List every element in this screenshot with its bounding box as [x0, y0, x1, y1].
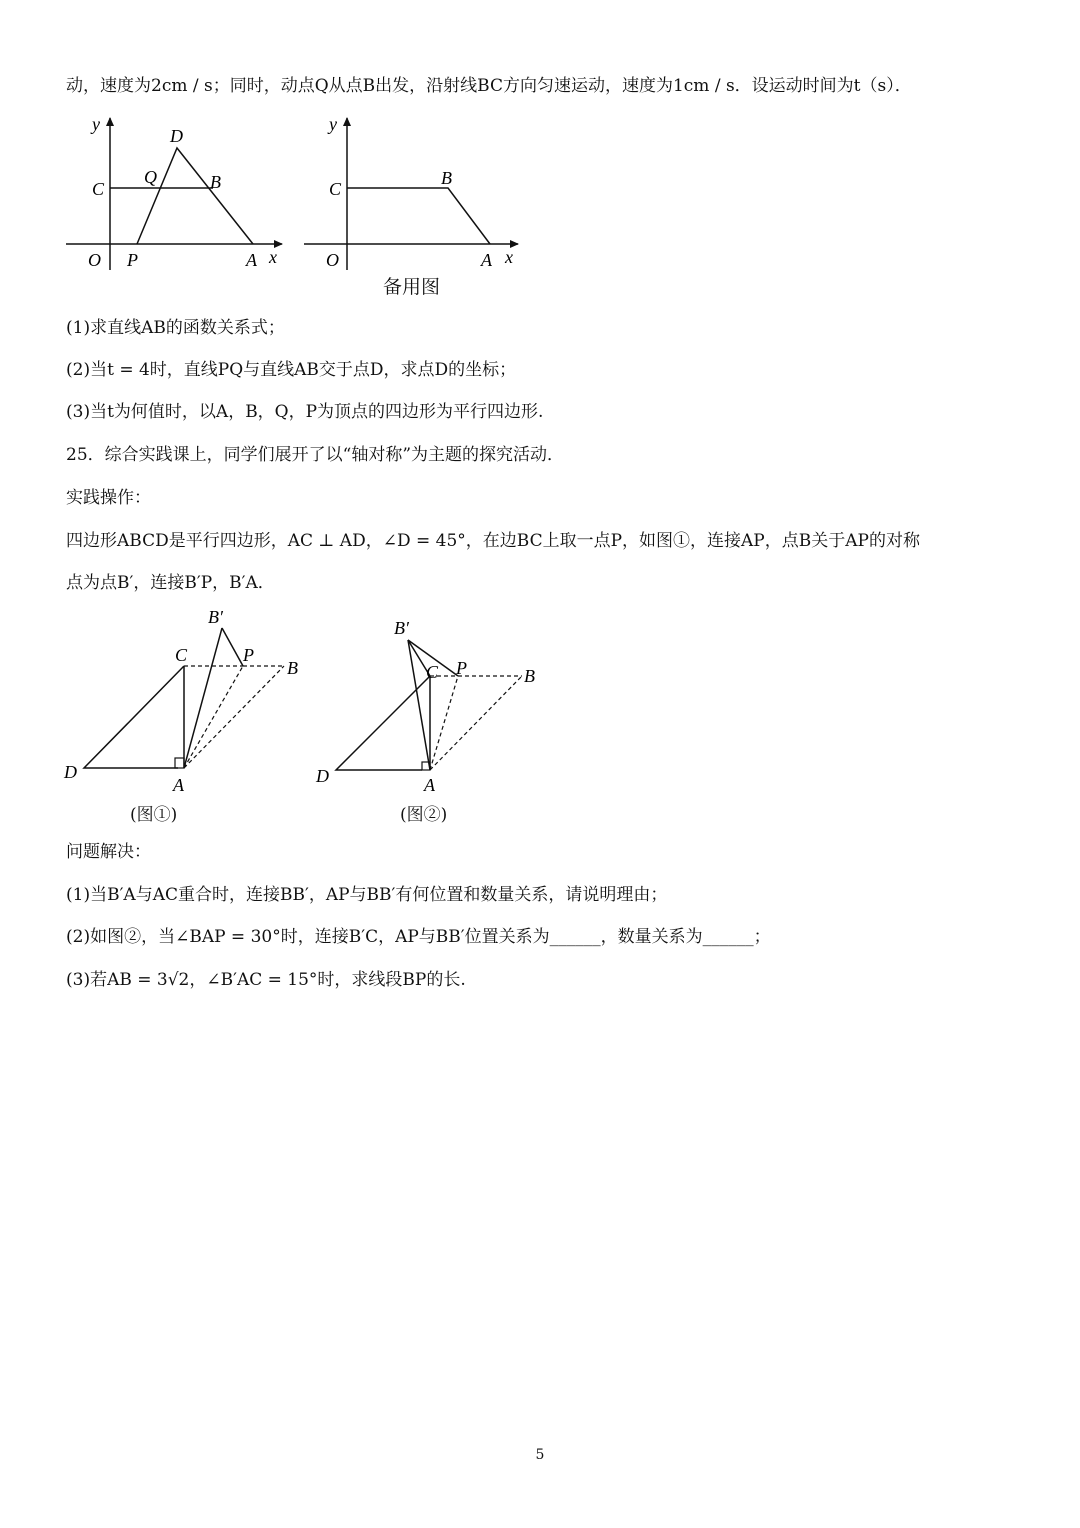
label-B: B [210, 172, 221, 192]
label-P: P [127, 250, 138, 270]
solve-heading: 问题解决： [66, 842, 151, 862]
segment-AP [430, 676, 458, 770]
label-x: x [269, 247, 277, 267]
label-B: B [287, 658, 298, 678]
figure-1-parallelogram [58, 600, 318, 800]
label-A: A [173, 775, 184, 795]
label-P: P [243, 645, 254, 665]
segment-AB-prime [184, 628, 222, 768]
label-B: B [524, 666, 535, 686]
q24-part1: (1)求直线AB的函数关系式； [66, 318, 285, 338]
q25-title: 25．综合实践课上，同学们展开了以“轴对称”为主题的探究活动． [66, 445, 565, 465]
figure-1-caption: (图①) [130, 805, 178, 825]
intro-line: 动，速度为2cm / s；同时，动点Q从点B出发，沿射线BC方向匀速运动，速度为1cm / s．设运动时间为t（s）． [66, 76, 912, 96]
label-A: A [424, 775, 435, 795]
solve-part1: (1)当B′A与AC重合时，连接BB′，AP与BB′有何位置和数量关系，请说明理由； [66, 885, 668, 905]
segment-B-prime-P [222, 628, 243, 666]
segment-AB [430, 676, 522, 770]
segment-A-D-C [84, 666, 184, 768]
label-Q: Q [144, 167, 157, 187]
solve-part2: (2)如图②，当∠BAP = 30°时，连接B′C，AP与BB′位置关系为______，数量关系为______； [66, 927, 771, 947]
label-O: O [326, 250, 339, 270]
label-B-prime: B′ [208, 607, 223, 627]
label-P: P [456, 658, 467, 678]
segment-C-B-A [347, 188, 490, 244]
label-A: A [246, 250, 257, 270]
label-x: x [505, 247, 513, 267]
figure-coordinate-backup [298, 110, 528, 275]
segment-P-D-A [137, 148, 253, 244]
solve-part3: (3)若AB = 3√2，∠B′AC = 15°时，求线段BP的长. [66, 970, 466, 990]
label-C: C [329, 179, 342, 199]
figure-2-parallelogram [312, 610, 552, 800]
label-C: C [92, 179, 105, 199]
backup-figure-caption: 备用图 [383, 276, 441, 298]
practice-line-2: 点为点B′，连接B′P，B′A． [66, 573, 275, 593]
label-D: D [170, 126, 183, 146]
figure-2-caption: (图②) [400, 805, 448, 825]
label-D: D [64, 762, 77, 782]
label-A: A [481, 250, 492, 270]
label-B: B [441, 168, 452, 188]
label-y: y [92, 114, 100, 134]
q24-part3: (3)当t为何值时，以A，B，Q，P为顶点的四边形为平行四边形. [66, 402, 544, 422]
label-B-prime: B′ [394, 618, 409, 638]
practice-line-1: 四边形ABCD是平行四边形，AC ⊥ AD，∠D = 45°，在边BC上取一点P，如图①，连接AP，点B关于AP的对称 [66, 531, 920, 551]
label-D: D [316, 766, 329, 786]
label-C: C [175, 645, 188, 665]
practice-heading: 实践操作： [66, 488, 151, 508]
q24-part2: (2)当t = 4时，直线PQ与直线AB交于点D，求点D的坐标； [66, 360, 517, 380]
figure-coordinate-main [60, 110, 290, 275]
segment-AB-prime [408, 640, 430, 770]
label-C: C [426, 662, 439, 682]
page-number: 5 [535, 1447, 545, 1463]
label-y: y [329, 114, 337, 134]
label-O: O [88, 250, 101, 270]
right-angle-mark [175, 758, 184, 768]
